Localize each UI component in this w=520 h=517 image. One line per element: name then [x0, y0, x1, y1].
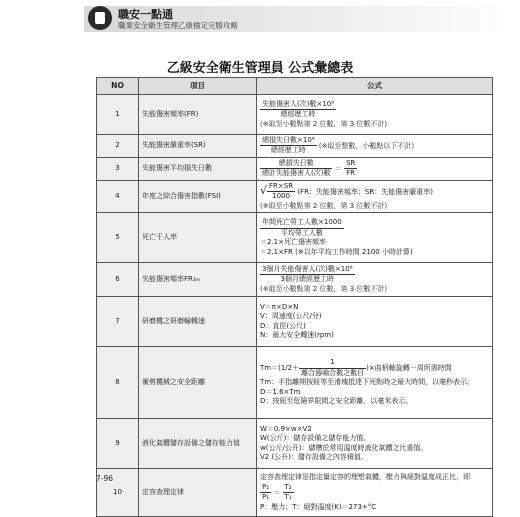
- table-row: [97, 95, 493, 135]
- row-number: 8: [97, 347, 139, 419]
- column-header-item: 項目: [139, 78, 257, 95]
- fraction-numerator: FR×SR: [267, 182, 295, 192]
- row-formula: [257, 297, 493, 347]
- brand-title: 職安一點通: [118, 8, 173, 21]
- formula-table: [96, 77, 493, 517]
- fraction-denominator: 總計失能傷害人(次)數: [262, 169, 331, 178]
- formula-part: )×曲柄軸旋轉一周所需時間: [366, 364, 452, 373]
- fraction-denominator: 平均勞工人數: [280, 228, 323, 237]
- row-item: 衝剪機械之安全距離: [139, 347, 257, 419]
- formula-note: (※取至整數，小數點以下不計): [318, 141, 415, 150]
- fraction: [344, 159, 357, 179]
- table-row: [97, 469, 493, 517]
- row-number: 6: [97, 263, 139, 297]
- row-item: 死亡千人率: [139, 213, 257, 263]
- formula-line: N：最大安全轉速(rpm): [260, 331, 334, 339]
- formula-line: V：周速度(公尺/分): [260, 312, 322, 321]
- row-number: 3: [97, 157, 139, 180]
- table-row: [97, 297, 493, 347]
- table-row: [97, 419, 493, 469]
- table-row: [97, 263, 493, 297]
- fraction: [267, 182, 295, 202]
- sqrt-icon: √: [260, 183, 268, 197]
- table-row: [97, 180, 493, 212]
- formula-line: ＝2.1×FR (※以年平均工作時間 2100 小時計算): [260, 247, 413, 256]
- row-item: 液化氣體儲存設備之儲存能力值: [139, 419, 257, 469]
- row-formula: [257, 180, 493, 212]
- row-item: 年度之綜合傷害指數(FSI): [139, 180, 257, 212]
- row-formula: [257, 135, 493, 158]
- table-row: [97, 157, 493, 180]
- row-formula: [257, 95, 493, 135]
- equals-sign: ＝: [273, 488, 281, 497]
- fraction-numerator: P₂: [260, 483, 271, 493]
- row-number: 9: [97, 419, 139, 469]
- row-formula: [257, 469, 493, 517]
- fraction-denominator: P₁: [262, 493, 270, 502]
- formula-description: (FR：失能傷害頻率；SR：失能傷害嚴重率): [297, 187, 433, 196]
- fraction-numerator: 年間死亡勞工人數×1000: [260, 218, 344, 228]
- book-subtitle: 職業安全衛生管理乙級檢定完勝攻略: [118, 21, 238, 30]
- row-number: 2: [97, 135, 139, 158]
- formula-line: 定容查理定律是指定量定容的理想氣體，壓力與絕對溫度成正比，即: [260, 473, 470, 482]
- fraction-numerator: 總損失日數×10⁶: [260, 136, 317, 146]
- formula-line: D：按鈕至危險界限間之安全距離，以毫米表示。: [260, 397, 413, 406]
- row-number: 1: [97, 95, 139, 135]
- fraction: [260, 100, 336, 120]
- row-item: 失能傷害頻率(FR): [139, 95, 257, 135]
- fraction-denominator: T₁: [284, 493, 292, 502]
- row-formula: [257, 347, 493, 419]
- row-item: 失能傷害平均損失日數: [139, 157, 257, 180]
- fraction-denominator: FR: [346, 169, 356, 178]
- row-number: 7: [97, 297, 139, 347]
- fraction-numerator: 1: [299, 358, 366, 368]
- column-header-formula: 公式: [257, 78, 493, 95]
- row-number: 5: [97, 213, 139, 263]
- formula-note: (※取至小數點第 2 位數，第 3 位數不計): [260, 119, 388, 128]
- formula-line: P：壓力；T：絕對溫度(K)＝273+°C: [260, 502, 377, 511]
- formula-part: 1/2: [280, 364, 293, 373]
- fraction-denominator: 3個月總經歷工時: [280, 275, 334, 284]
- formula-line: D：直徑(公尺): [260, 321, 306, 330]
- fraction-denominator: 1000: [272, 192, 290, 201]
- row-item: 失能傷害頻率FR₃ₘ: [139, 263, 257, 297]
- page-title: 乙級安全衛生管理員 公式彙總表: [166, 61, 354, 76]
- row-number: 10: [97, 469, 139, 517]
- formula-line: V＝π×D×N: [260, 302, 299, 311]
- formula-line: V2 (公升)：儲存設備之內容積值。: [260, 453, 368, 461]
- fraction-numerator: T₂: [283, 483, 294, 493]
- formula-line: Tm：手指離開按鈕等至滑塊抵達下死點時之最大時間，以毫秒表示。: [260, 378, 475, 387]
- fraction: [299, 358, 366, 378]
- page-header: [0, 0, 520, 40]
- fraction-denominator: 離合器嚙合數之數目: [301, 368, 365, 377]
- fraction: [260, 265, 355, 285]
- fraction-numerator: SR: [344, 159, 357, 169]
- fraction-denominator: 總經歷工時: [280, 110, 316, 119]
- row-item: 研磨機之研磨輪轉速: [139, 297, 257, 347]
- column-header-no: NO: [97, 78, 139, 95]
- formula-line: W＝0.9×w×V2: [260, 424, 312, 433]
- row-formula: [257, 157, 493, 180]
- table-header-row: [97, 78, 493, 95]
- table-row: [97, 347, 493, 419]
- formula-part: Tm＝(: [260, 364, 281, 373]
- row-item: 失能傷害嚴重率(SR): [139, 135, 257, 158]
- row-number: 4: [97, 180, 139, 212]
- fraction: [260, 218, 344, 238]
- formula-line: W(公斤)：儲存設備之儲存能力值。: [260, 434, 371, 443]
- book-logo-icon: [88, 6, 112, 30]
- row-formula: [257, 263, 493, 297]
- formula-note: (※取至小數點第 2 位數，第 3 位數不計): [260, 201, 388, 210]
- formula-line: ＝2.1×死亡傷害頻率: [260, 238, 326, 247]
- formula-line: w(公斤/公升)：儲槽於常用溫度時液化氣體之比重值。: [260, 443, 428, 452]
- table-row: [97, 213, 493, 263]
- formula-part: ＋: [292, 364, 300, 373]
- formula-line: D＝1.6×Tm: [260, 387, 301, 396]
- fraction-numerator: 失能傷害人(次)數×10⁶: [260, 100, 336, 110]
- fraction-numerator: 3個月失能傷害人(次)數×10⁶: [260, 265, 355, 275]
- equals-sign: ＝: [334, 164, 342, 173]
- page-number: 7-96: [96, 474, 114, 483]
- row-item: 定容查理定律: [139, 469, 257, 517]
- formula-note: (※取至小數點第 2 位數，第 3 位數不計): [260, 284, 388, 293]
- row-formula: [257, 419, 493, 469]
- table-row: [97, 135, 493, 158]
- fraction-denominator: 總經歷工時: [270, 146, 306, 155]
- row-formula: [257, 213, 493, 263]
- fraction-numerator: 總損失日數: [260, 159, 332, 169]
- fraction: [260, 136, 317, 156]
- fraction: [260, 159, 332, 179]
